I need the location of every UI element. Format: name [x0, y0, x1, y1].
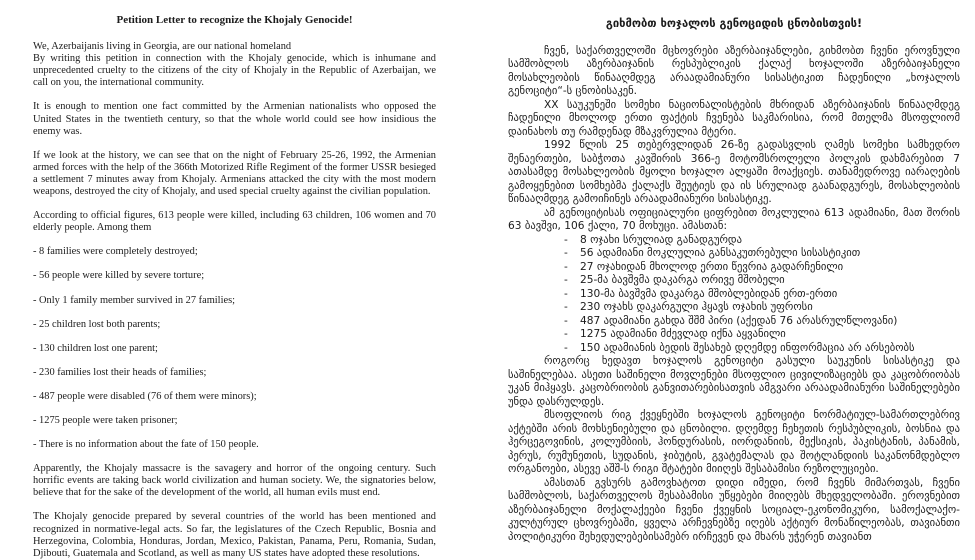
paragraph: მსოფლიოს რიგ ქვეყნებში ხოჯალოს გენოციტი ნორმატიულ-სამართლებრივ აქტებში არის მოხსენიებული და ცნობილი. დღემდე ჩეხეთის რესპუბლიკის, ბოსნია და ჰერცეგოვინის, კოლუმბიის, ჰონდურასის, იორდანიის, მექსიკის, პაკისტანის, პანამის, პერუს, რუმუნეთის, სუდანის, ჯიბუტის, გვატემალას და შოტლანდიის საკანონმდებლო ორგანოები, ასევე აშშ-ს რიგი შტატები მიიღეს შესაბამისი რეზოლუციები. [508, 409, 960, 475]
bullet-dash: - [564, 233, 568, 246]
list-item: - Only 1 family member survived in 27 families; [33, 294, 235, 306]
list-item: - 487 people were disabled (76 of them were minors); [33, 390, 257, 402]
bullet-dash: - [564, 260, 568, 273]
list-item: - 487 ადამიანი გახდა შშმ პირი (აქედან 76 არასრულწლოვანი) [564, 314, 898, 327]
paragraph: ამ გენოციტისას ოფიციალური ციფრებით მოკლულია 613 ადამიანი, მათ შორის 63 ბავშვი, 106 ქალი, 70 მოხუცი. ამასთან: [508, 206, 960, 232]
paragraph: By writing this petition in connection with the Khojaly genocide, which is inhumane and unprecedented cruelty to the citizens of the city of Khojaly in the Republic of Azerbaijan, we call on you, the international community. [33, 53, 436, 89]
bullet-dash: - [564, 341, 568, 354]
paragraph: We, Azerbaijanis living in Georgia, are our national homeland [33, 41, 292, 53]
list-item: - 56 ადამიანი მოკლულია განსაკუთრებული სისასტიკით [564, 247, 861, 259]
list-item: - 25-მა ბავშვმა დაკარგა ორივე მშობელი [564, 274, 785, 286]
paragraph: როგორც ხედავთ ხოჯალოს გენოციტი გასული საუკუნის სისასტიკე და საშინელებაა. ასეთი საშინელი მოვლენები მსოფლიო ცივილიზაციებს და კაცობრიობას უკან მიჰყავს. კაცობრიობის განვითარებისათვის ამგვარი არაადამიანური საშინელებები უნდა დასრულდეს. [508, 355, 960, 408]
paragraph: XX საუკუნეში სომეხი ნაციონალისტების მხრიდან აზერბაიჯანის წინააღმდეგ ჩადენილი მხოლოდ ერთი ფაქტის ჩვენება საკმარისია, რომ მთელმა მსოფლიომ დაინახოს თუ რამდენად მზაკვრულია მტერი. [508, 98, 960, 138]
page-title: Petition Letter to recognize the Khojaly Genocide! [116, 14, 353, 26]
paragraph: ჩვენ, საქართველოში მცხოვრები აზერბაიჯანლები, გიხმობთ ჩვენი ეროვნული სამშობლოს აზერბაიჯანის რესპუბლიკის ქალაქ ხოჯალოში აზერბაიჯანელი მოსახლეობის წინააღმდეგ არაადამიანური სისასტიკით ჩადენილი „ხოჯალოს გენოციტი“-ს ცნობისაკენ. [508, 44, 960, 97]
bullet-dash: - [564, 328, 568, 340]
list-item: - 1275 people were taken prisoner; [33, 414, 178, 426]
list-item: - 230 ოჯახს დაკარგული ჰყავს ოჯახის უფროსი [564, 301, 813, 313]
list-item: - 8 families were completely destroyed; [33, 246, 198, 258]
list-item: - 8 ოჯახი სრულიად განადგურდა [564, 233, 742, 246]
list-item: - 230 families lost their heads of families; [33, 366, 207, 378]
bullet-dash: - [564, 287, 568, 300]
list-item: - 27 ოჯახიდან მხოლოდ ერთი წევრია გადარჩენილი [564, 260, 844, 273]
paragraph: The Khojaly genocide prepared by several countries of the world has been mentioned and recognized in normative-legal acts. So far, the legislatures of the Czech Republic, Bosnia and Herzegovina, Colombia, Honduras, Jordan, Mexico, Pakistan, Panama, Peru, Romania, Sudan, Djibouti, Guatemala and Scotland, as well as many US states have adopted these resolutions. [33, 511, 436, 559]
petition-page-english [33, 14, 436, 560]
petition-page-georgian [508, 17, 960, 544]
list-item: - 130-მა ბავშვმა დაკარგა მშობლებიდან ერთ-ერთი [564, 287, 838, 300]
list-item: - 56 people were killed by severe torture; [33, 270, 205, 282]
paragraph: ამასთან გვსურს გამოვხატოთ დიდი იმედი, რომ ჩვენს მიმართვას, ჩვენი სამშობლოს, საქართველოს შესაბამისი უწყებები მიიღებს მხედველობაში. ეროვნებით აზერბაიჯანელი მოქალაქეები ჩვენი ქვეყნის სოციალ-ეკონომიკური, სამოქალაქო-კულტურულ ცხოვრებაში, ყველა არჩევნებზე იღებს აქტიურ მონაწილეობას, თავიანთი პოლიტიკური შეხედულებებისამებრ ირჩევენ და მხარს უჭერენ თავიანთ [508, 476, 960, 543]
bullet-dash: - [564, 314, 568, 327]
list-item: - 25 children lost both parents; [33, 318, 161, 330]
page-title: გიხმობთ ხოჯალოს გენოციდის ცნობისთვის! [605, 17, 863, 30]
list-item: - 1275 ადამიანი მძევლად იქნა აყვანილი [564, 328, 786, 340]
bullet-dash: - [564, 301, 568, 313]
list-item: - There is no information about the fate of 150 people. [33, 439, 259, 451]
bullet-dash: - [564, 274, 568, 286]
paragraph: If we look at the history, we can see that on the night of February 25-26, 1992, the Armenian armed forces with the help of the 366th Motorized Rifle Regiment of the former USSR besieged a settlement 7 minutes away from Khojaly. Armenians attacked the city with the most modern weapons, destroyed the city of Khojaly, and used special cruelty against the civilian population. [33, 149, 436, 198]
bullet-dash: - [564, 247, 568, 259]
list-item: - 130 children lost one parent; [33, 342, 158, 354]
paragraph: According to official figures, 613 people were killed, including 63 children, 106 women and 70 elderly people. Among them [33, 210, 436, 234]
paragraph: It is enough to mention one fact committed by the Armenian nationalists who opposed the United States in the twentieth century, so that the whole world could see how insidious the enemy was. [33, 101, 436, 137]
list-item: - 150 ადამიანის ბედის შესახებ დღემდე ინფორმაცია არ არსებობს [564, 341, 915, 354]
paragraph: 1992 წლის 25 თებერვლიდან 26-ზე გადასვლის ღამეს სომეხი სამხედრო შენაერთები, საბჭოთა კავშირის 366-ე მოტომსროლელი პოლკის დახმარებით 7 ათასამდე მოსახლეობის მყოლი ხოჯალო ალყაში მოაქციეს. თანამედროვე იარაღების გამოყენებით სომხებმა ქალაქს შეუტიეს და ის სრულიად გაანადგურეს, მოსახლეობის წინააღმდეგ გამოიჩინეს არაადამიანური სისასტიკე. [508, 139, 960, 205]
paragraph: Apparently, the Khojaly massacre is the savagery and horror of the ongoing century. Such horrific events are taking back world civilization and human society. We, the signatories below, believe that for the sake of the development of the world, all human evils must end. [33, 463, 436, 499]
